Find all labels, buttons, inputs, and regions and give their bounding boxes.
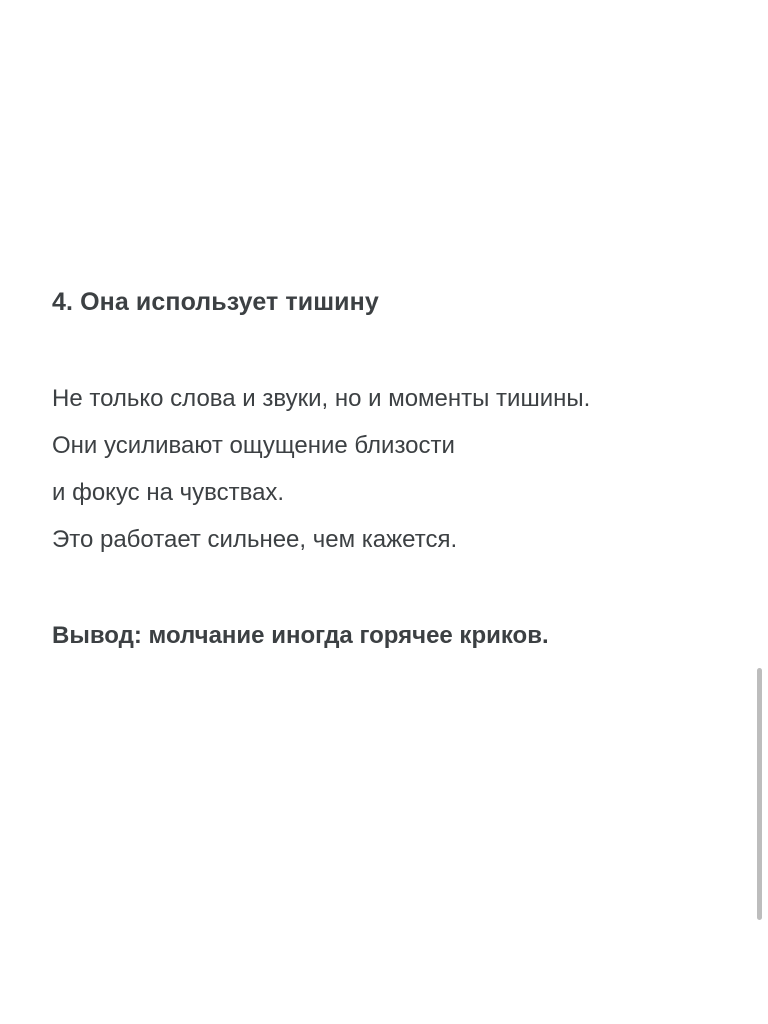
scrollbar-track[interactable] [759,0,765,1024]
heading-body-spacer [52,319,692,375]
body-line-4: Это работает сильнее, чем кажется. [52,525,458,553]
body-line-3: и фокус на чувствах. [52,478,285,506]
body-line-2: Они усиливают ощущение близости [52,431,455,459]
body-paragraph [52,375,692,563]
body-conclusion-spacer [52,563,692,613]
section-heading: 4. Она использует тишину [52,288,379,316]
conclusion-text: Вывод: молчание иногда горячее криков. [52,621,549,649]
body-line-1: Не только слова и звуки, но и моменты тишины. [52,384,591,412]
article-content [52,286,692,658]
scrollbar-thumb[interactable] [757,668,762,920]
